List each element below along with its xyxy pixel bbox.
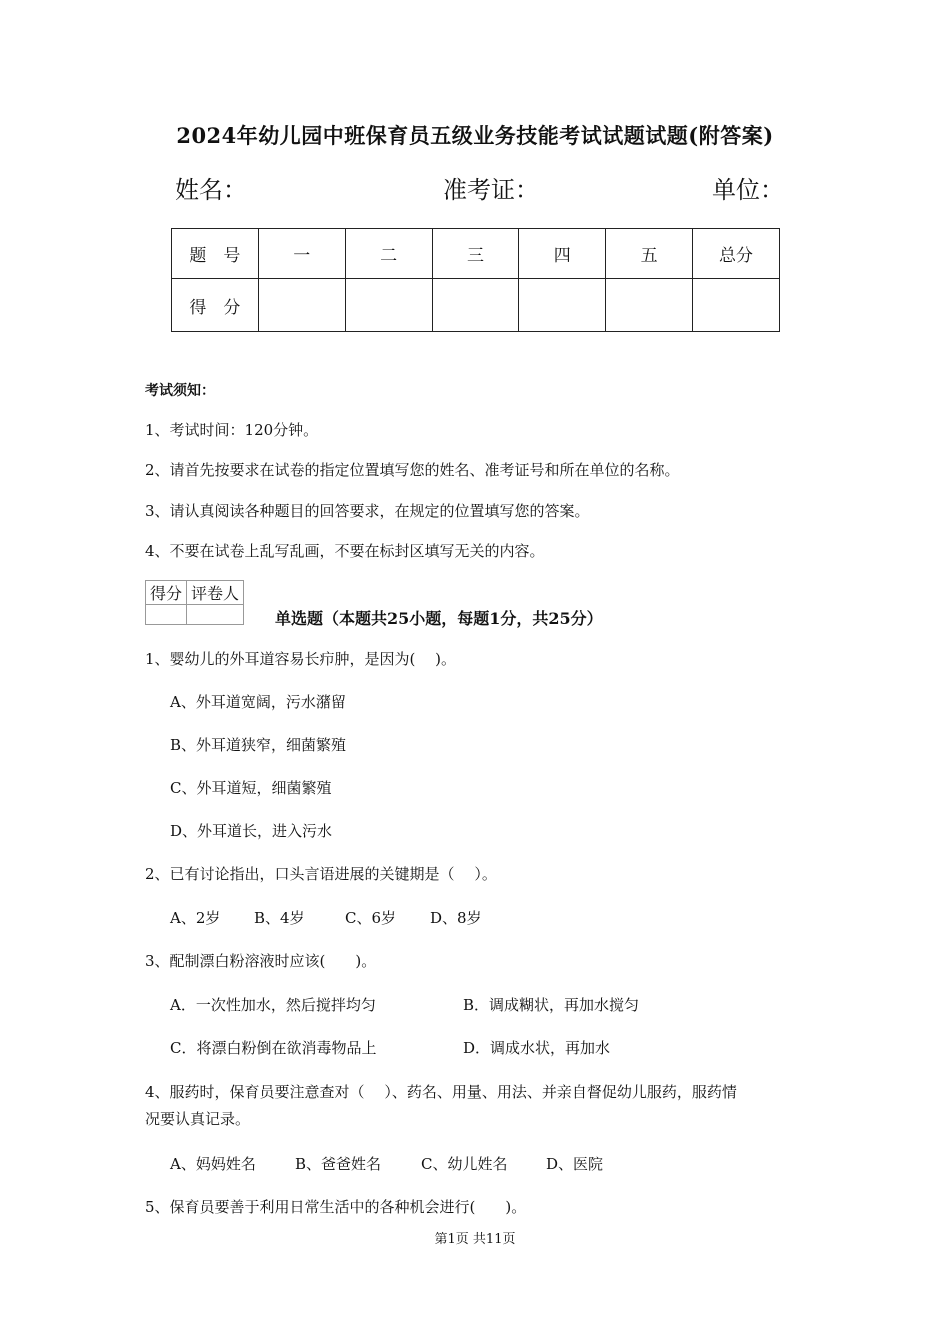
notice-item: 1、考试时间：120分钟。 xyxy=(145,421,319,439)
option-c: C、6岁 xyxy=(345,909,397,927)
option-b: B．调成糊状，再加水搅匀 xyxy=(463,996,640,1014)
option-b: B、4岁 xyxy=(254,909,305,927)
score-table-cell: 四 xyxy=(519,229,606,279)
grader-name-label: 评卷人 xyxy=(187,581,244,605)
option-a: A、外耳道宽阔，污水潴留 xyxy=(170,693,346,711)
score-entry-cell[interactable] xyxy=(606,279,693,332)
score-entry-cell[interactable] xyxy=(519,279,606,332)
option-c: C、幼儿姓名 xyxy=(421,1155,508,1173)
score-table-score-row xyxy=(172,279,780,332)
unit-field-label: 单位： xyxy=(712,176,784,204)
score-entry-cell[interactable] xyxy=(693,279,780,332)
option-d: D．调成水状，再加水 xyxy=(463,1039,611,1057)
score-table-cell: 题 号 xyxy=(172,229,259,279)
option-a: A．一次性加水，然后搅拌均匀 xyxy=(170,996,376,1014)
exam-number-field-label: 准考证： xyxy=(443,176,539,204)
option-c: C．将漂白粉倒在欲消毒物品上 xyxy=(170,1039,377,1057)
page-number: 第1页 共11页 xyxy=(434,1232,516,1247)
score-table-cell: 二 xyxy=(345,229,432,279)
option-a: A、妈妈姓名 xyxy=(170,1155,256,1173)
grader-score-cell[interactable] xyxy=(146,605,187,625)
exam-title: 2024年幼儿园中班保育员五级业务技能考试试题试题(附答案) xyxy=(176,123,774,148)
question-text: 4、服药时，保育员要注意查对（ ）、药名、用量、用法、并亲自督促幼儿服药，服药情 xyxy=(145,1083,737,1101)
score-table-cell: 一 xyxy=(258,229,345,279)
name-field-label: 姓名： xyxy=(175,176,247,204)
option-d: D、医院 xyxy=(546,1155,604,1173)
score-table-header-row xyxy=(172,229,780,279)
grader-score-label: 得分 xyxy=(146,581,187,605)
score-entry-cell[interactable] xyxy=(345,279,432,332)
question-text: 5、保育员要善于利用日常生活中的各种机会进行( )。 xyxy=(145,1198,527,1216)
notice-item: 2、请首先按要求在试卷的指定位置填写您的姓名、准考证号和所在单位的名称。 xyxy=(145,461,680,479)
score-table-cell: 五 xyxy=(606,229,693,279)
score-entry-cell[interactable] xyxy=(258,279,345,332)
score-table-cell: 总分 xyxy=(693,229,780,279)
question-text: 2、已有讨论指出，口头言语进展的关键期是（ ）。 xyxy=(145,865,497,883)
notice-item: 4、不要在试卷上乱写乱画，不要在标封区填写无关的内容。 xyxy=(145,542,545,560)
option-d: D、外耳道长，进入污水 xyxy=(170,822,333,840)
option-a: A、2岁 xyxy=(170,909,221,927)
option-c: C、外耳道短，细菌繁殖 xyxy=(170,779,332,797)
question-text: 1、婴幼儿的外耳道容易长疖肿，是因为( )。 xyxy=(145,650,457,668)
question-text-continued: 况要认真记录。 xyxy=(145,1110,251,1128)
notice-item: 3、请认真阅读各种题目的回答要求，在规定的位置填写您的答案。 xyxy=(145,502,590,520)
score-entry-cell[interactable] xyxy=(432,279,519,332)
notice-heading: 考试须知： xyxy=(145,383,215,399)
score-table-cell: 得 分 xyxy=(172,279,259,332)
question-text: 3、配制漂白粉溶液时应该( )。 xyxy=(145,952,377,970)
score-table xyxy=(171,228,780,332)
option-d: D、8岁 xyxy=(430,909,482,927)
section-title: 单选题（本题共25小题，每题1分，共25分） xyxy=(275,609,603,628)
grader-name-cell[interactable] xyxy=(187,605,244,625)
grader-box xyxy=(145,580,244,625)
option-b: B、爸爸姓名 xyxy=(295,1155,382,1173)
score-table-cell: 三 xyxy=(432,229,519,279)
option-b: B、外耳道狭窄，细菌繁殖 xyxy=(170,736,347,754)
